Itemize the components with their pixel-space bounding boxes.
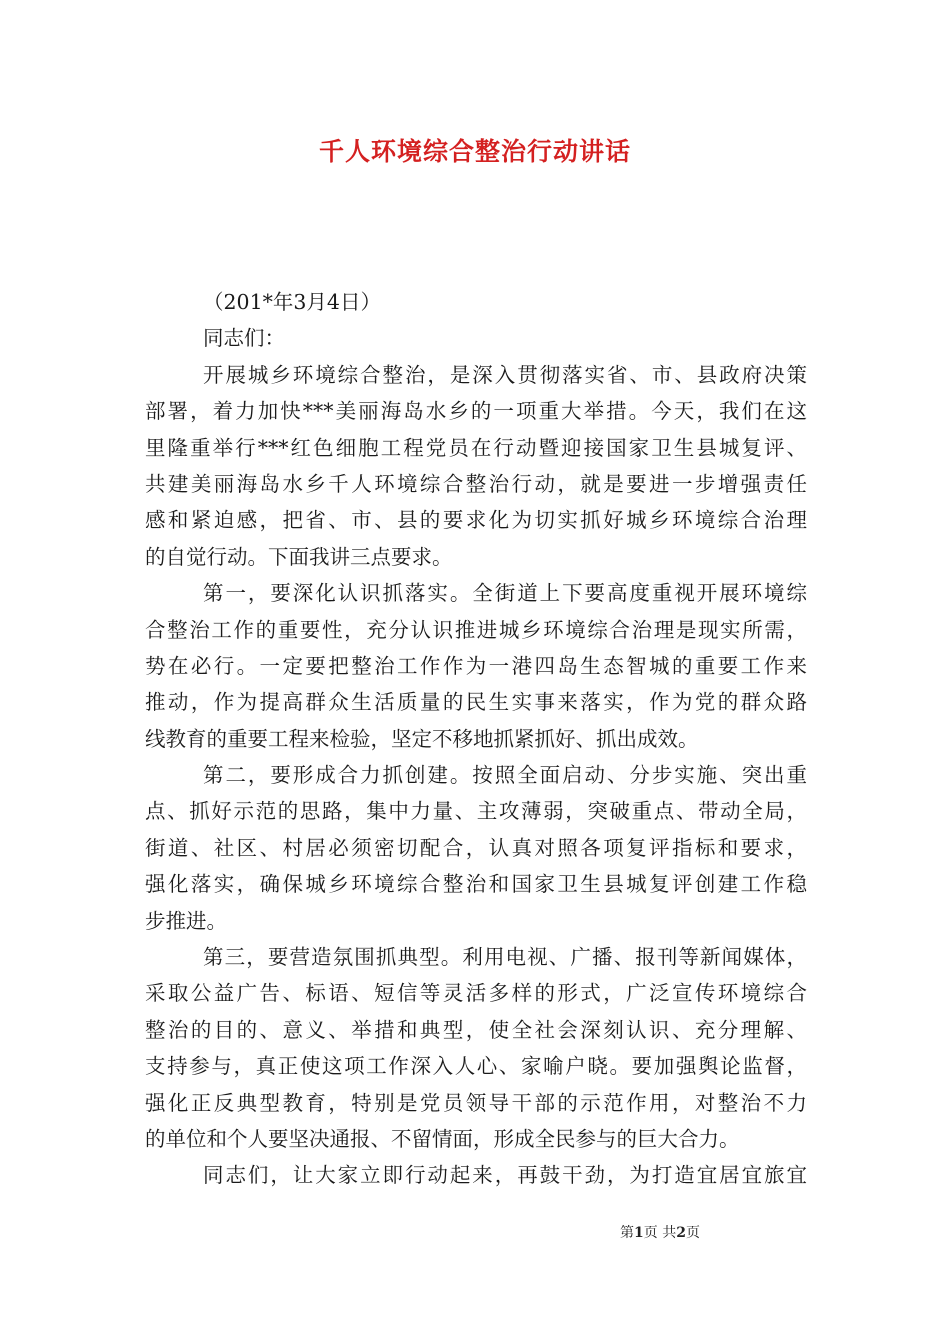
body-line: 强化正反典型教育，特别是党员领导干部的示范作用，对整治不力 — [145, 1090, 807, 1115]
footer-current-page: 1 — [634, 1225, 644, 1241]
body-line: 线教育的重要工程来检验，坚定不移地抓紧抓好、抓出成效。 — [145, 726, 699, 751]
body-line: 支持参与，真正使这项工作深入人心、家喻户晓。要加强舆论监督， — [145, 1054, 807, 1079]
body-line: 采取公益广告、标语、短信等灵活多样的形式，广泛宣传环境综合 — [145, 981, 807, 1006]
body-line: 感和紧迫感，把省、市、县的要求化为切实抓好城乡环境综合治理 — [145, 508, 807, 533]
body-line: 同志们，让大家立即行动起来，再鼓干劲，为打造宜居宜旅宜 — [203, 1163, 807, 1188]
body-line: 共建美丽海岛水乡千人环境综合整治行动，就是要进一步增强责任 — [145, 471, 807, 496]
document-body — [145, 284, 807, 1194]
footer-middle: 页 共 — [643, 1225, 677, 1241]
body-line: 步推进。 — [145, 908, 227, 933]
body-line: 开展城乡环境综合整治，是深入贯彻落实省、市、县政府决策 — [203, 362, 807, 387]
page-footer — [620, 1222, 950, 1242]
body-line: 街道、社区、村居必须密切配合，认真对照各项复评指标和要求， — [145, 835, 807, 860]
body-line: 同志们： — [203, 326, 285, 351]
body-line: 合整治工作的重要性，充分认识推进城乡环境综合治理是现实所需， — [145, 617, 807, 642]
footer-suffix: 页 — [685, 1225, 700, 1241]
body-line: 第二，要形成合力抓创建。按照全面启动、分步实施、突出重 — [203, 763, 807, 788]
body-line: 部署，着力加快***美丽海岛水乡的一项重大举措。今天，我们在这 — [145, 399, 807, 424]
body-line: 里隆重举行***红色细胞工程党员在行动暨迎接国家卫生县城复评、 — [145, 435, 807, 460]
body-line: 点、抓好示范的思路，集中力量、主攻薄弱，突破重点、带动全局， — [145, 799, 807, 824]
body-line: 的单位和个人要坚决通报、不留情面，形成全民参与的巨大合力。 — [145, 1126, 740, 1151]
body-line: 推动，作为提高群众生活质量的民生实事来落实，作为党的群众路 — [145, 690, 807, 715]
body-line: 第三，要营造氛围抓典型。利用电视、广播、报刊等新闻媒体， — [203, 945, 807, 970]
footer-total-pages: 2 — [676, 1225, 686, 1241]
body-line: 整治的目的、意义、举措和典型，使全社会深刻认识、充分理解、 — [145, 1017, 807, 1042]
body-line: （201*年3月4日） — [203, 290, 381, 314]
document-title: 千人环境综合整治行动讲话 — [318, 137, 631, 166]
body-line: 的自觉行动。下面我讲三点要求。 — [145, 544, 453, 569]
body-line: 势在必行。一定要把整治工作作为一港四岛生态智城的重要工作来 — [145, 653, 807, 678]
footer-prefix: 第 — [620, 1225, 634, 1241]
body-line: 强化落实，确保城乡环境综合整治和国家卫生县城复评创建工作稳 — [145, 872, 807, 897]
body-line: 第一，要深化认识抓落实。全街道上下要高度重视开展环境综 — [203, 581, 807, 606]
